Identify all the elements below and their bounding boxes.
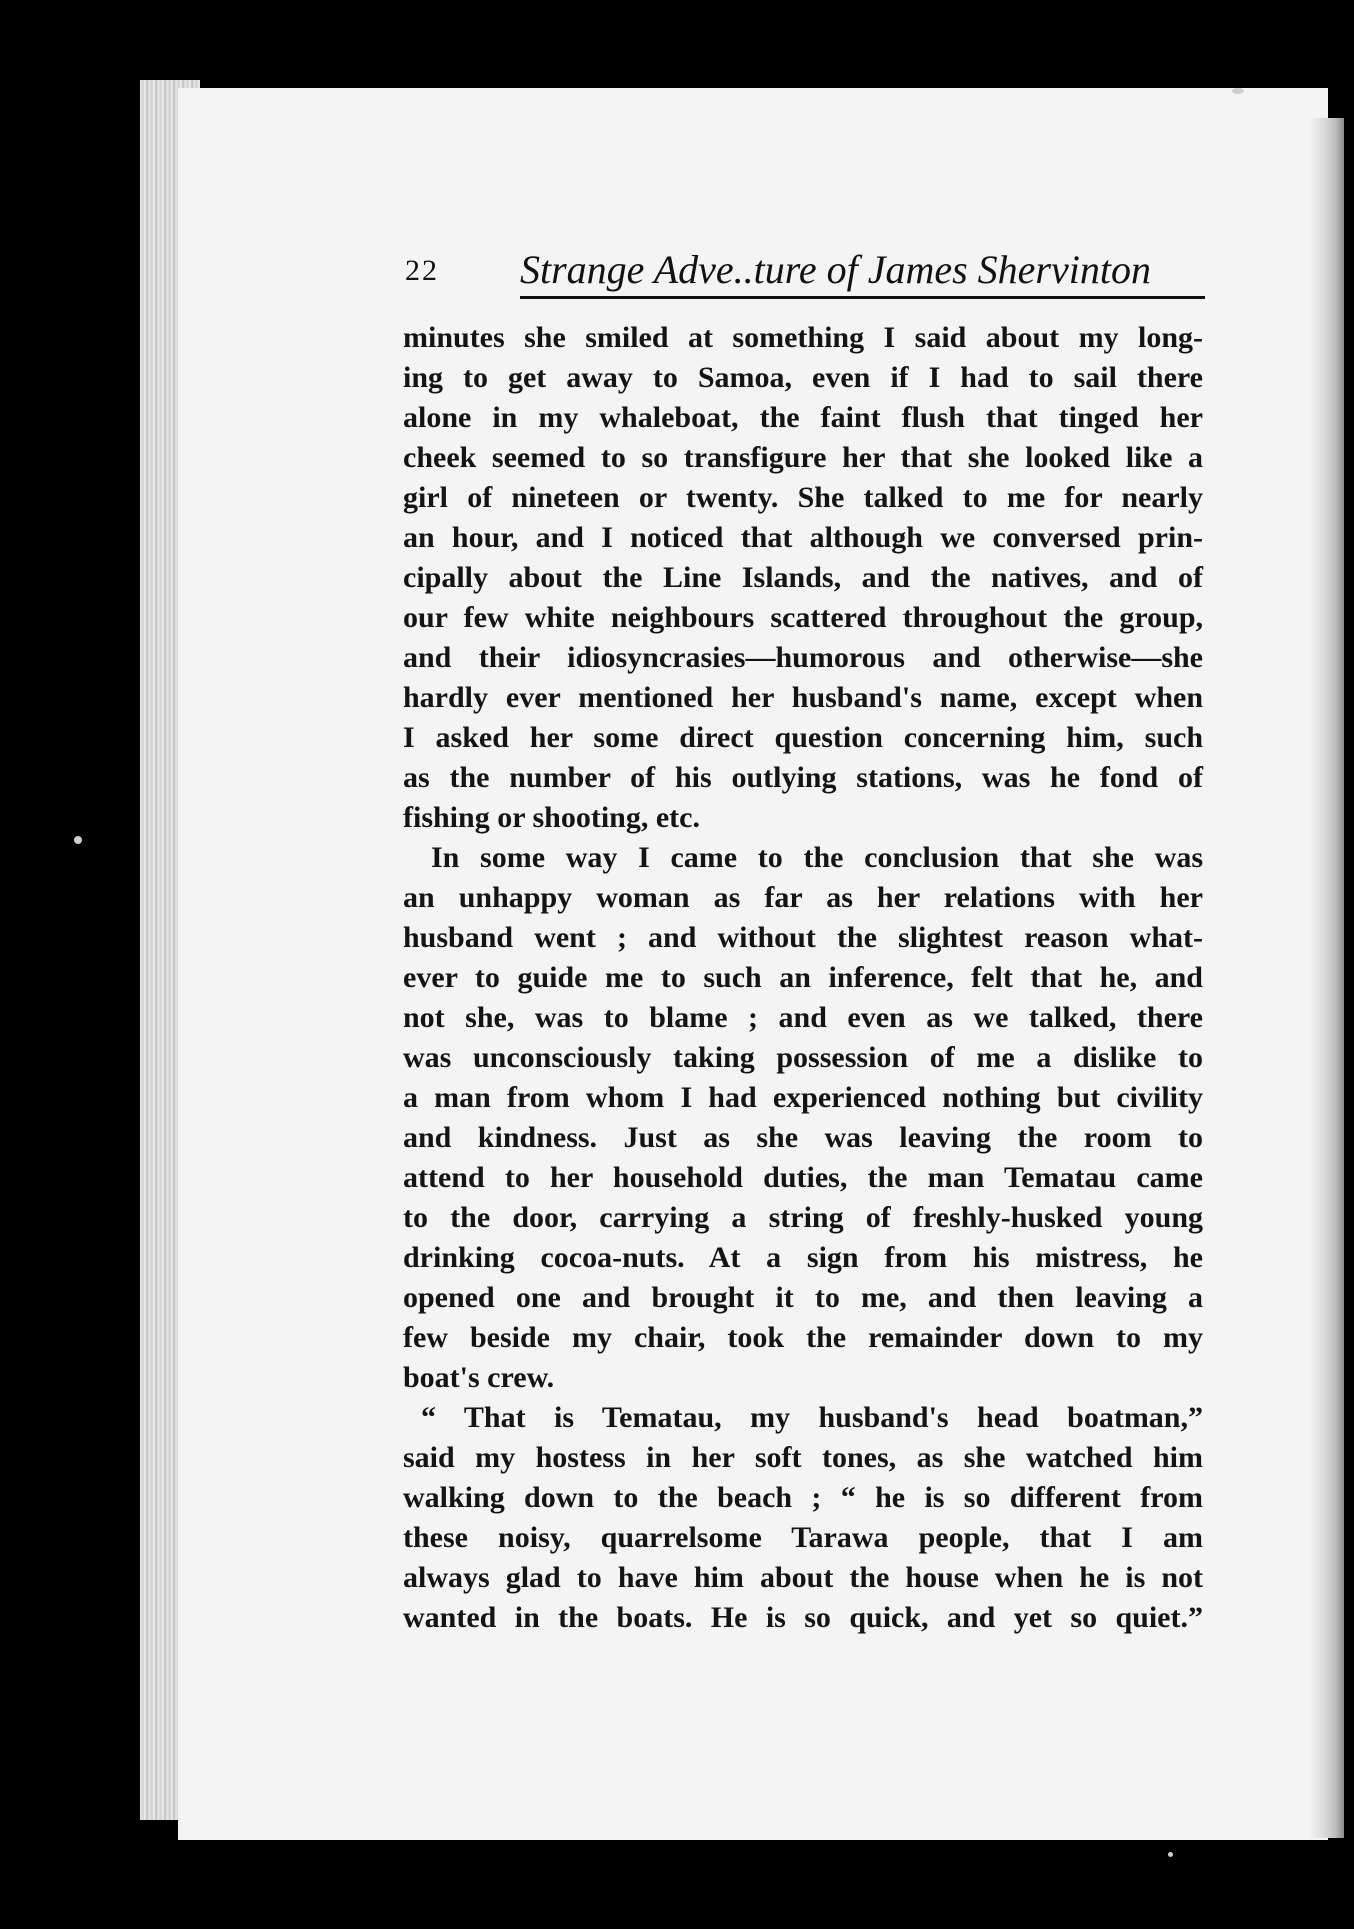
text-line: girl of nineteen or twenty. She talked to me for nearly [403,481,1203,514]
text-line: minutes she smiled at something I said about my long- [403,321,1203,354]
text-line: these noisy, quarrelsome Tarawa people, that I am [403,1521,1203,1554]
text-line: I asked her some direct question concerning him, such [403,721,1203,754]
text-line: a man from whom I had experienced nothing but civility [403,1081,1203,1114]
text-line: opened one and brought it to me, and then leaving a [403,1281,1203,1314]
scan-speck [1232,88,1244,94]
body-text [403,318,1203,1638]
facing-page-edge [1310,118,1344,1838]
text-line: an hour, and I noticed that although we conversed prin- [403,521,1203,554]
text-line: to the door, carrying a string of freshly-husked young [403,1201,1203,1234]
text-line: wanted in the boats. He is so quick, and yet so quiet.” [403,1601,1203,1634]
text-line: drinking cocoa-nuts. At a sign from his mistress, he [403,1241,1203,1274]
text-line: hardly ever mentioned her husband's name, except when [403,681,1203,714]
text-line: ing to get away to Samoa, even if I had to sail there [403,361,1203,394]
scan-speck [74,836,82,844]
text-line: boat's crew. [403,1361,555,1394]
text-line: and their idiosyncrasies—humorous and otherwise—she [403,641,1203,674]
text-line: our few white neighbours scattered throughout the group, [403,601,1203,634]
text-line: as the number of his outlying stations, was he fond of [403,761,1203,794]
text-line: husband went ; and without the slightest reason what- [403,921,1203,954]
running-header [405,246,1205,300]
text-line: said my hostess in her soft tones, as she watched him [403,1441,1203,1474]
text-line: not she, was to blame ; and even as we talked, there [403,1001,1203,1034]
page-number: 22 [405,254,439,287]
text-line: was unconsciously taking possession of me a dislike to [403,1041,1203,1074]
text-line: few beside my chair, took the remainder down to my [403,1321,1203,1354]
text-line: “ That is Tematau, my husband's head boatman,” [421,1401,1203,1434]
text-line: In some way I came to the conclusion that she was [431,841,1203,874]
text-line: always glad to have him about the house when he is not [403,1561,1203,1594]
text-line: alone in my whaleboat, the faint flush that tinged her [403,401,1203,434]
text-line: attend to her household duties, the man Tematau came [403,1161,1203,1194]
scan-speck [1168,1852,1173,1857]
header-rule [520,296,1205,299]
text-line: an unhappy woman as far as her relations with her [403,881,1203,914]
text-line: cipally about the Line Islands, and the natives, and of [403,561,1203,594]
text-line: ever to guide me to such an inference, felt that he, and [403,961,1203,994]
running-title: Strange Adve..ture of James Shervinton [520,247,1151,292]
text-line: cheek seemed to so transfigure her that she looked like a [403,441,1203,474]
text-line: fishing or shooting, etc. [403,801,700,834]
text-line: walking down to the beach ; “ he is so different from [403,1481,1203,1514]
text-line: and kindness. Just as she was leaving the room to [403,1121,1203,1154]
